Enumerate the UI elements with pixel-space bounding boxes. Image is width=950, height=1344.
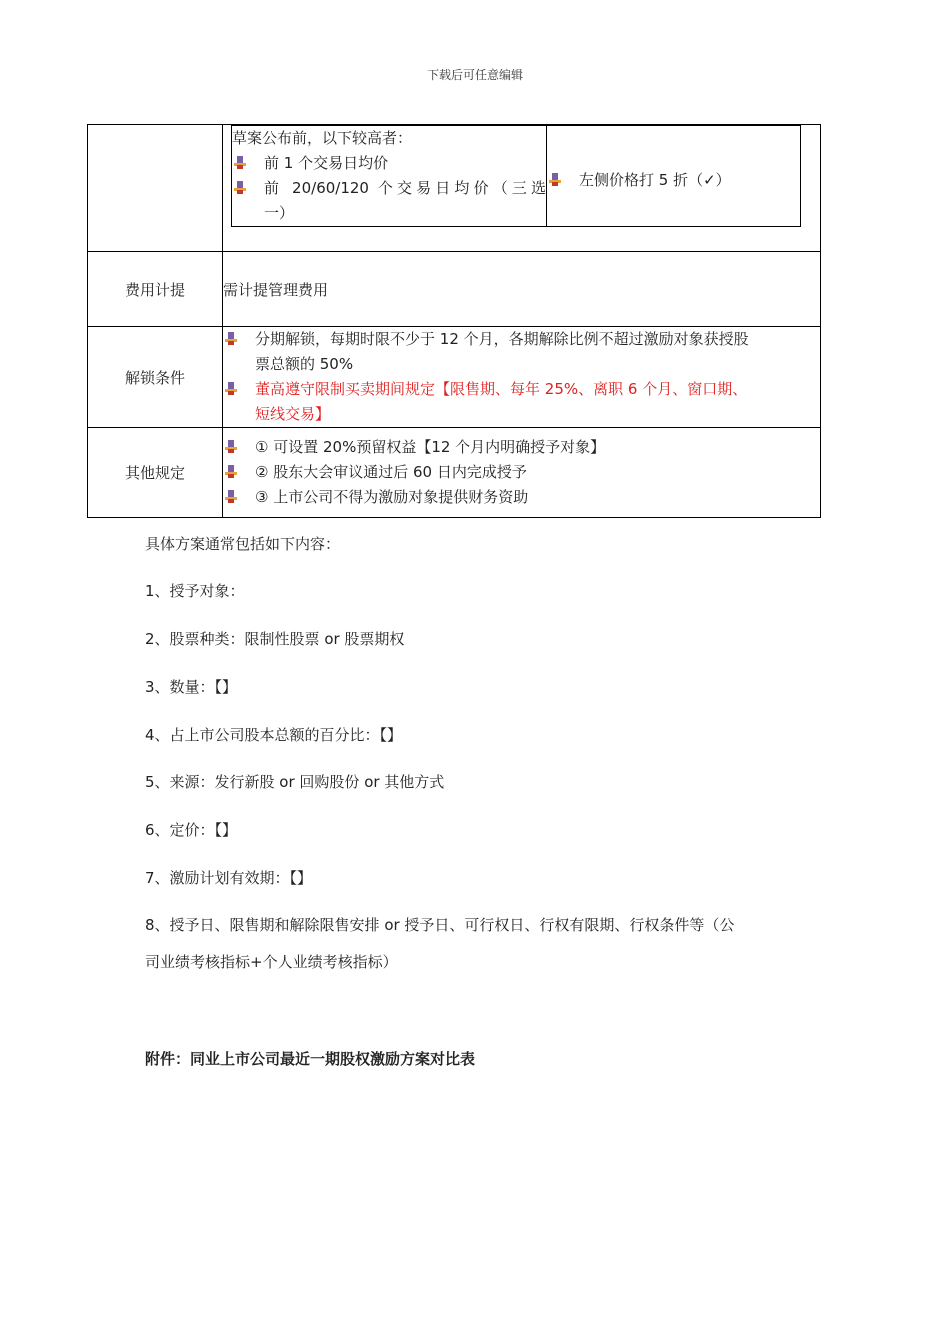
list-item-continuation: 票总额的 50%	[255, 355, 354, 373]
bullet-icon	[225, 490, 239, 504]
content-item-1: 1、授予对象：	[145, 582, 245, 600]
unlock-row-content	[223, 327, 821, 428]
bullet-icon	[225, 332, 239, 346]
price-left-cell	[232, 126, 547, 227]
content-item-5: 5、来源：发行新股 or 回购股份 or 其他方式	[145, 773, 445, 791]
bullet-icon	[225, 465, 239, 479]
list-item-continuation: 短线交易】	[255, 405, 331, 423]
bullet-icon	[225, 382, 239, 396]
list-item: ② 股东大会审议通过后 60 日内完成授予	[223, 460, 820, 485]
fee-row	[88, 252, 821, 327]
list-item: 前 1 个交易日均价	[232, 151, 546, 176]
price-row-label	[88, 125, 223, 252]
unlock-row-label: 解锁条件	[88, 327, 223, 428]
price-inner-table	[231, 125, 801, 227]
page-header: 下载后可任意编辑	[426, 68, 523, 82]
price-row-content	[223, 125, 821, 252]
price-right-cell	[547, 126, 801, 227]
list-item: 分期解锁，每期时限不少于 12 个月，各期解除比例不超过激励对象获授股	[223, 327, 820, 352]
fee-row-value: 需计提管理费用	[223, 252, 821, 327]
content-item-8: 8、授予日、限售期和解除限售安排 or 授予日、可行权日、行权有限期、行权条件等（公	[145, 916, 735, 934]
list-item: 前 20/60/120 个交易日均价（三选	[232, 176, 546, 201]
intro-paragraph: 具体方案通常包括如下内容：	[145, 535, 341, 553]
list-item: 左侧价格打 5 折（✓）	[547, 168, 800, 193]
content-item-8-continuation: 司业绩考核指标+个人业绩考核指标）	[145, 953, 398, 971]
bullet-icon	[225, 440, 239, 454]
price-left-title: 草案公布前，以下较高者：	[232, 129, 413, 147]
bullet-icon	[234, 181, 248, 195]
price-row	[88, 125, 821, 252]
other-row-content	[223, 428, 821, 518]
bullet-icon	[234, 156, 248, 170]
other-row	[88, 428, 821, 518]
list-item: ③ 上市公司不得为激励对象提供财务资助	[223, 485, 820, 510]
content-item-6: 6、定价：【】	[145, 821, 238, 839]
list-item: 董高遵守限制买卖期间规定【限售期、每年 25%、离职 6 个月、窗口期、	[223, 377, 820, 402]
list-item: ① 可设置 20%预留权益【12 个月内明确授予对象】	[223, 435, 820, 460]
content-item-7: 7、激励计划有效期：【】	[145, 869, 313, 887]
other-row-label: 其他规定	[88, 428, 223, 518]
incentive-table	[87, 124, 821, 518]
fee-row-label: 费用计提	[88, 252, 223, 327]
content-item-2: 2、股票种类：限制性股票 or 股票期权	[145, 630, 405, 648]
list-item-continuation: 一）	[264, 204, 295, 222]
bullet-icon	[549, 173, 563, 187]
appendix-title: 附件：同业上市公司最近一期股权激励方案对比表	[145, 1050, 476, 1068]
content-item-4: 4、占上市公司股本总额的百分比：【】	[145, 726, 403, 744]
content-item-3: 3、数量：【】	[145, 678, 238, 696]
unlock-row	[88, 327, 821, 428]
